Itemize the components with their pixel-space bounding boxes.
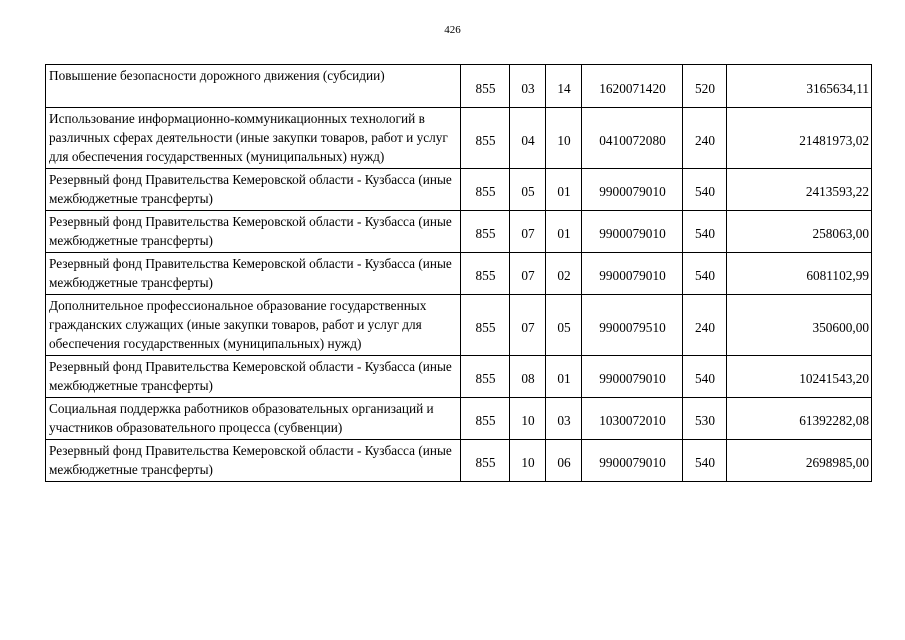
- table-row: [46, 295, 872, 356]
- row-ved: 855: [461, 169, 510, 211]
- row-ved: 855: [461, 253, 510, 295]
- row-pr: 01: [546, 356, 582, 398]
- row-sum: 2698985,00: [727, 440, 872, 482]
- row-ved: 855: [461, 65, 510, 108]
- row-rz: 08: [510, 356, 546, 398]
- row-ved: 855: [461, 295, 510, 356]
- row-name: Повышение безопасности дорожного движения (субсидии): [46, 65, 461, 108]
- row-pr: 05: [546, 295, 582, 356]
- row-pr: 03: [546, 398, 582, 440]
- row-rz: 07: [510, 253, 546, 295]
- row-rz: 04: [510, 108, 546, 169]
- row-rz: 10: [510, 398, 546, 440]
- table-row: [46, 253, 872, 295]
- table-row: [46, 169, 872, 211]
- row-csr: 1620071420: [582, 65, 683, 108]
- row-ved: 855: [461, 440, 510, 482]
- row-rz: 10: [510, 440, 546, 482]
- row-vr: 240: [683, 108, 727, 169]
- row-csr: 0410072080: [582, 108, 683, 169]
- row-csr: 1030072010: [582, 398, 683, 440]
- row-sum: 3165634,11: [727, 65, 872, 108]
- table-row: [46, 108, 872, 169]
- table-row: [46, 398, 872, 440]
- row-vr: 540: [683, 253, 727, 295]
- budget-table: [45, 64, 872, 482]
- row-csr: 9900079010: [582, 169, 683, 211]
- row-vr: 520: [683, 65, 727, 108]
- row-pr: 02: [546, 253, 582, 295]
- row-sum: 350600,00: [727, 295, 872, 356]
- row-csr: 9900079010: [582, 440, 683, 482]
- row-vr: 240: [683, 295, 727, 356]
- row-pr: 01: [546, 169, 582, 211]
- row-vr: 540: [683, 211, 727, 253]
- row-sum: 2413593,22: [727, 169, 872, 211]
- page-number: 426: [444, 24, 461, 36]
- row-pr: 14: [546, 65, 582, 108]
- row-csr: 9900079510: [582, 295, 683, 356]
- row-sum: 10241543,20: [727, 356, 872, 398]
- row-name: Дополнительное профессиональное образование государственных гражданских служащих (иные закупки товаров, работ и услуг для обеспечения государственных (муниципальных) нужд): [46, 295, 461, 356]
- row-csr: 9900079010: [582, 211, 683, 253]
- row-name: Резервный фонд Правительства Кемеровской области - Кузбасса (иные межбюджетные трансферты): [46, 440, 461, 482]
- row-name: Резервный фонд Правительства Кемеровской области - Кузбасса (иные межбюджетные трансферты): [46, 211, 461, 253]
- row-name: Социальная поддержка работников образовательных организаций и участников образовательного процесса (субвенции): [46, 398, 461, 440]
- row-ved: 855: [461, 398, 510, 440]
- row-name: Использование информационно-коммуникационных технологий в различных сферах деятельности (иные закупки товаров, работ и услуг для обеспечения государственных (муниципальных) нужд): [46, 108, 461, 169]
- row-rz: 03: [510, 65, 546, 108]
- table-row: [46, 65, 872, 108]
- table-row: [46, 440, 872, 482]
- row-rz: 07: [510, 211, 546, 253]
- row-name: Резервный фонд Правительства Кемеровской области - Кузбасса (иные межбюджетные трансферты): [46, 356, 461, 398]
- row-vr: 540: [683, 356, 727, 398]
- row-sum: 6081102,99: [727, 253, 872, 295]
- row-sum: 21481973,02: [727, 108, 872, 169]
- row-ved: 855: [461, 356, 510, 398]
- row-sum: 258063,00: [727, 211, 872, 253]
- row-vr: 540: [683, 169, 727, 211]
- table-row: [46, 356, 872, 398]
- row-name: Резервный фонд Правительства Кемеровской области - Кузбасса (иные межбюджетные трансферты): [46, 253, 461, 295]
- row-vr: 530: [683, 398, 727, 440]
- row-csr: 9900079010: [582, 356, 683, 398]
- row-vr: 540: [683, 440, 727, 482]
- row-ved: 855: [461, 211, 510, 253]
- row-rz: 05: [510, 169, 546, 211]
- row-ved: 855: [461, 108, 510, 169]
- table-row: [46, 211, 872, 253]
- row-pr: 10: [546, 108, 582, 169]
- row-name: Резервный фонд Правительства Кемеровской области - Кузбасса (иные межбюджетные трансферты): [46, 169, 461, 211]
- row-sum: 61392282,08: [727, 398, 872, 440]
- row-csr: 9900079010: [582, 253, 683, 295]
- row-rz: 07: [510, 295, 546, 356]
- row-pr: 06: [546, 440, 582, 482]
- row-pr: 01: [546, 211, 582, 253]
